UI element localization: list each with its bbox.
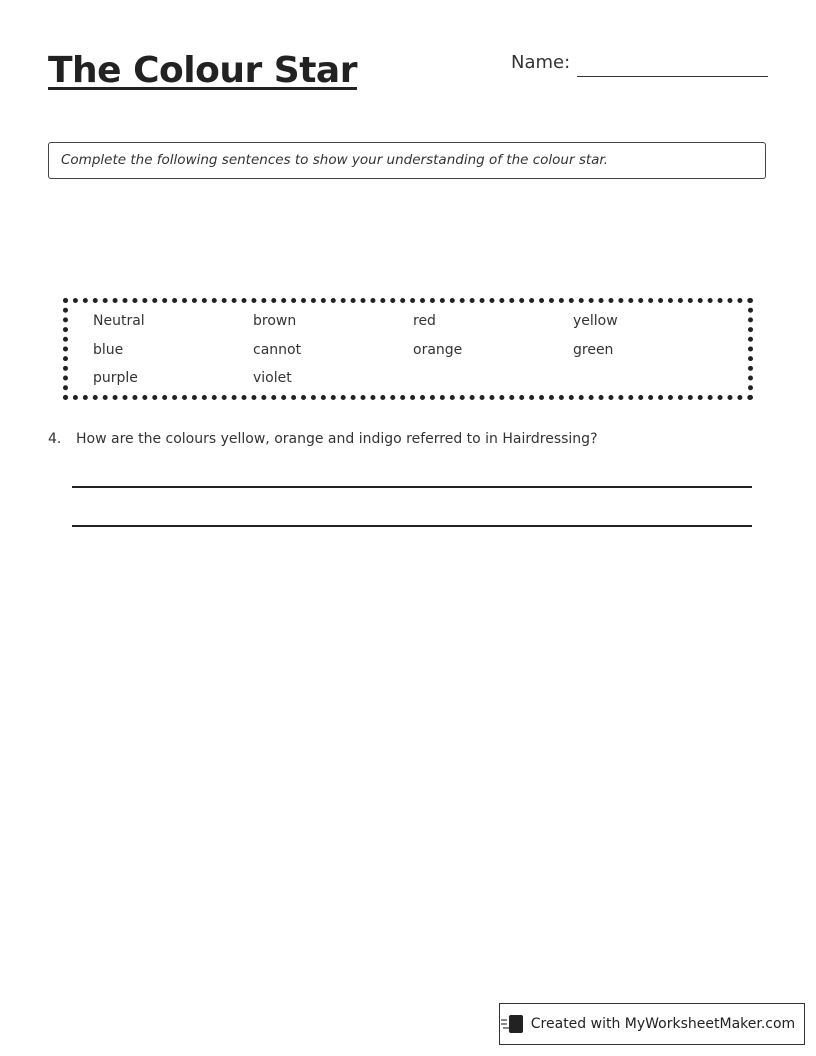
question-text: How are the colours yellow, orange and indigo referred to in Hairdressing? [76, 431, 598, 447]
question-number: 4. [48, 431, 62, 447]
word-bank-item: Neutral [93, 313, 145, 329]
instructions-box: Complete the following sentences to show your understanding of the colour star. [48, 142, 766, 179]
word-bank-item: orange [413, 342, 463, 358]
word-bank-item: green [573, 342, 614, 358]
word-bank-item: violet [253, 370, 292, 386]
word-bank-item: brown [253, 313, 297, 329]
page-title: The Colour Star [48, 50, 357, 91]
word-bank-item: blue [93, 342, 124, 358]
word-bank-item: purple [93, 370, 138, 386]
word-bank [63, 298, 753, 400]
answer-line-1[interactable] [72, 486, 752, 488]
answer-line-2[interactable] [72, 525, 752, 527]
name-input[interactable] [577, 76, 768, 77]
word-bank-item: red [413, 313, 436, 329]
worksheet-maker-logo-icon [509, 1015, 523, 1033]
question-4 [48, 431, 598, 447]
name-label: Name: [511, 52, 571, 73]
footer-badge [499, 1003, 805, 1045]
footer-text: Created with MyWorksheetMaker.com [530, 1016, 796, 1032]
word-bank-item: yellow [573, 313, 618, 329]
word-bank-item: cannot [253, 342, 302, 358]
